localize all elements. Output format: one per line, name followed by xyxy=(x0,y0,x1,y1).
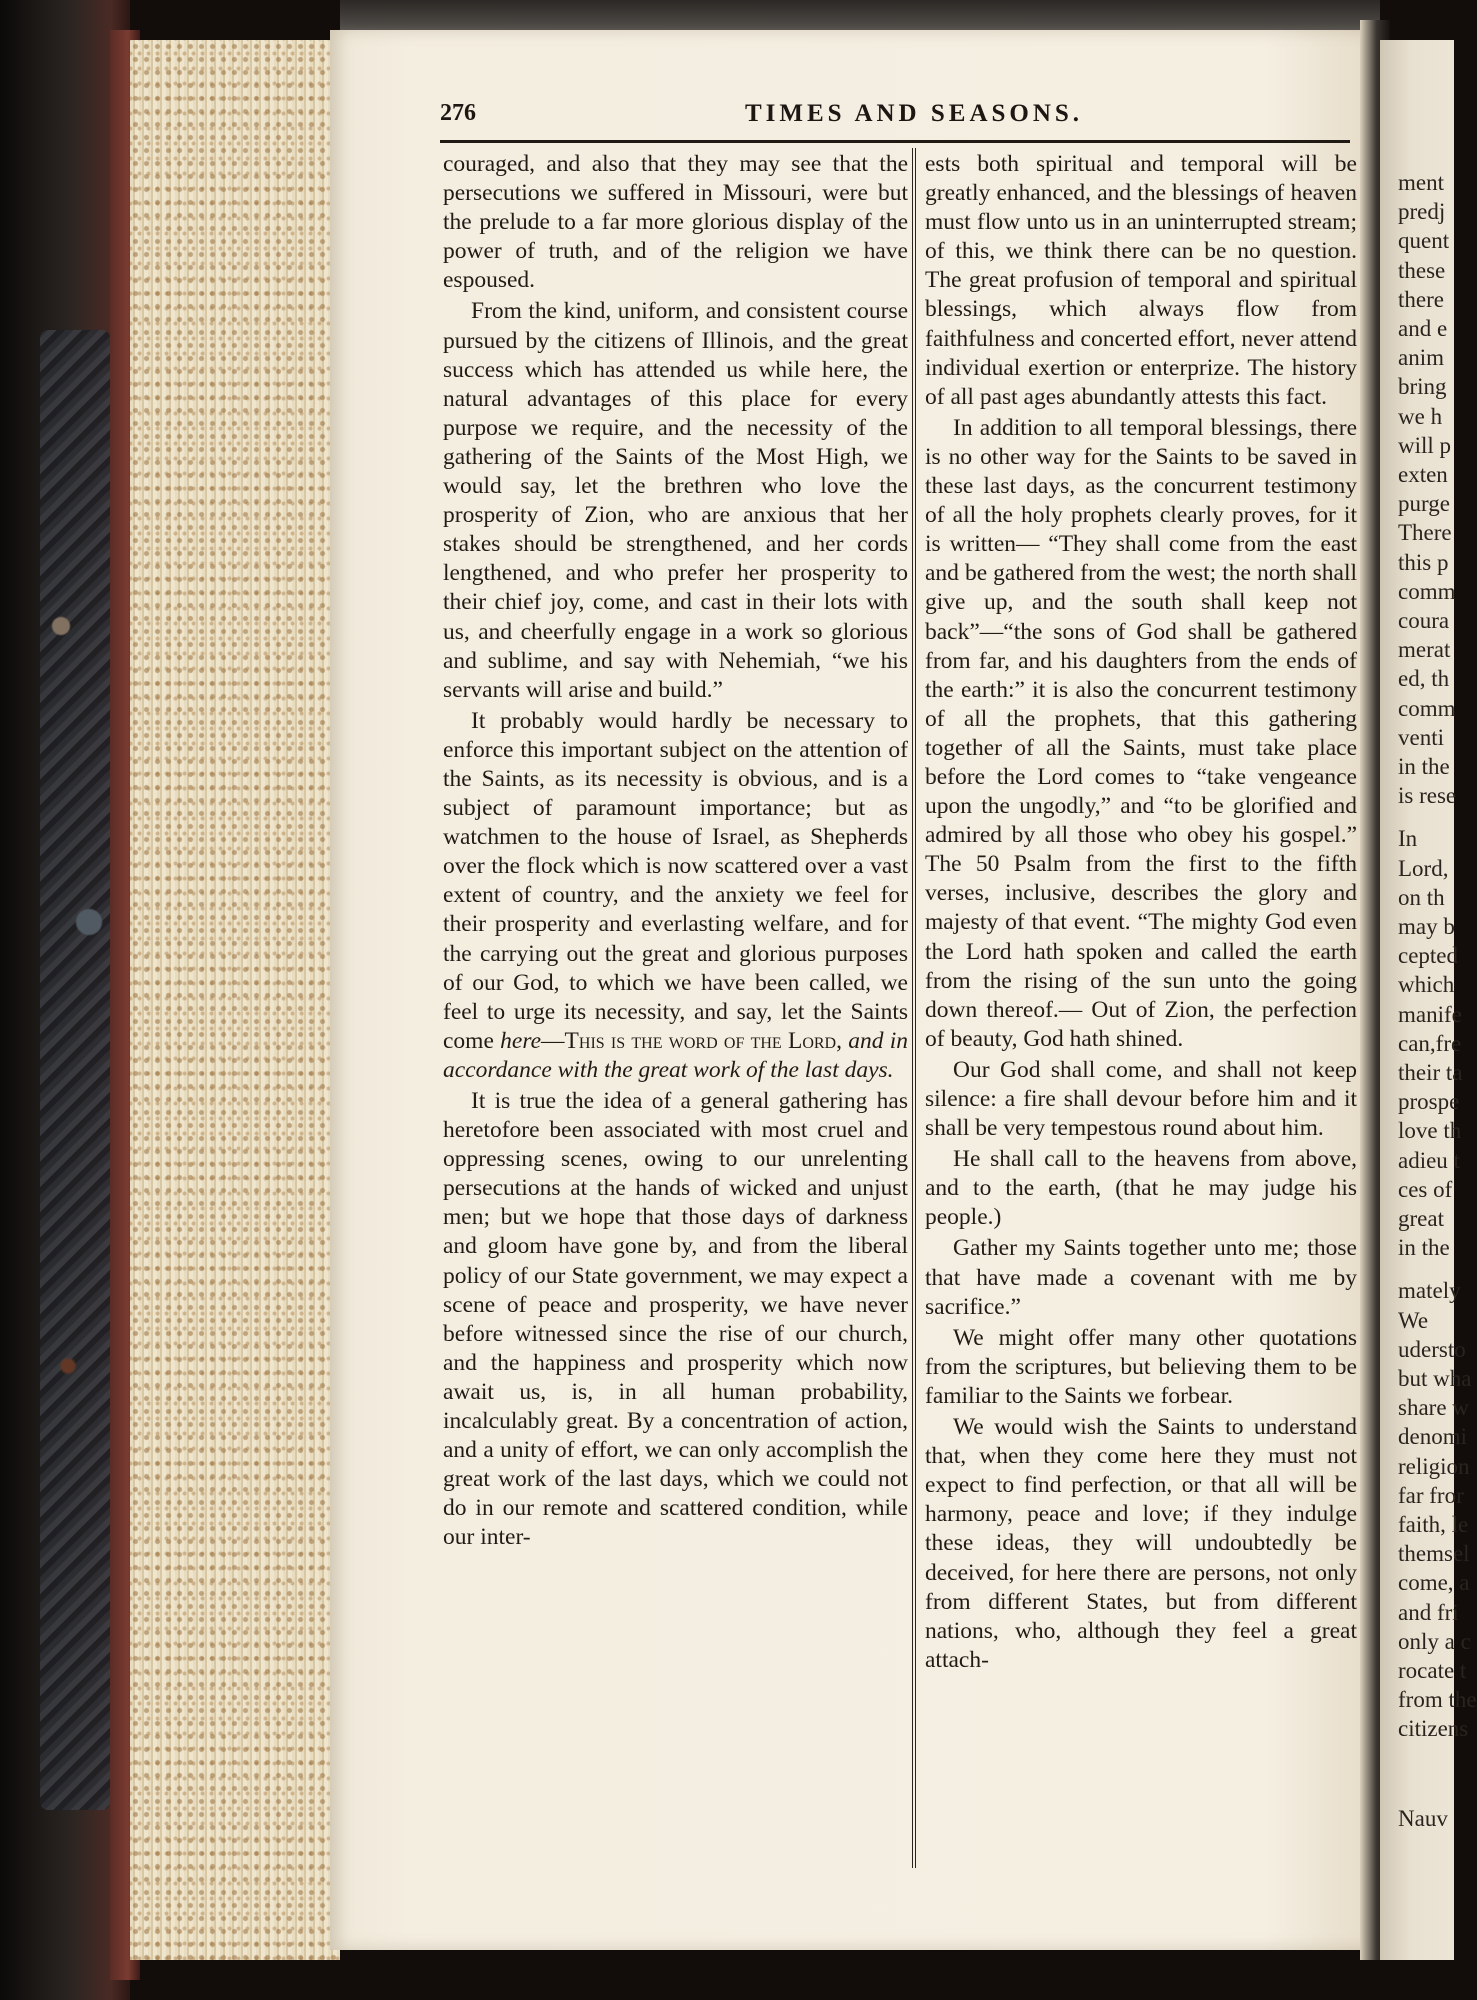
facing-page-text-fragment: merat xyxy=(1398,637,1451,663)
facing-page-text-fragment: manife xyxy=(1398,1001,1462,1027)
paragraph: It is true the idea of a general gathering has heretofore been associated with most cruel and oppressing scenes, owing to our unrelenting persecutions at the hands of wicked and unjust men; but we hope that those days of darkness and gloom have gone by, and from the liberal policy of our State government, we may expect a scene of peace and prosperity, we have never before witnessed since the rise of our church, and the happiness and prosperity which now await us, is, in all human probability, incalculably great. By a concentration of action, and a unity of effort, we can only accomplish the great work of the last days, which we could not do in our remote and scattered condition, while our inter- xyxy=(443,1088,908,1551)
paragraph: We might offer many other quotations from the scriptures, but believing them to be familiar to the Saints we forbear. xyxy=(925,1324,1357,1409)
facing-page-text-fragment: in the xyxy=(1398,754,1450,779)
facing-page-text-fragment: ces of xyxy=(1398,1176,1453,1202)
facing-page-text-fragment: may b xyxy=(1398,914,1455,939)
facing-page-text-fragment: on th xyxy=(1398,884,1445,910)
facing-page-text-fragment: and fri xyxy=(1398,1599,1459,1625)
facing-page-text-fragment: love th xyxy=(1398,1118,1462,1144)
facing-page-text-fragment: venti xyxy=(1398,724,1444,750)
facing-page-text-fragment: this p xyxy=(1398,549,1449,575)
facing-page-text-fragment: can,fre xyxy=(1398,1030,1462,1056)
facing-page-text-fragment: in the xyxy=(1398,1235,1450,1261)
facing-page-text-fragment: ment xyxy=(1398,170,1444,195)
facing-page-text-fragment: share w xyxy=(1398,1395,1469,1421)
facing-page-text-fragment: comm xyxy=(1398,578,1456,604)
paragraph: Gather my Saints together unto me; those that have made a covenant with me by sacrifice.” xyxy=(925,1235,1357,1320)
paragraph-text: It probably would hardly be necessary to enforce this important subject on the attention of the Saints, as its necessity is obvious, and is a subject of paramount importance; but as watchmen to the house of Israel, as Shepherds over the flock which is now scattered over a vast extent of country, and the anxiety we feel for their prosperity and everlasting welfare, and for the carrying out the great and glorious purposes of our God, to which we have been called, we feel to urge its necessity, and say, let the Saints come xyxy=(443,707,908,1054)
facing-page-text-fragment: which xyxy=(1398,972,1455,998)
header-rule xyxy=(440,140,1350,143)
facing-page-fragment xyxy=(1380,40,1477,1960)
facing-page-text-fragment: anim xyxy=(1398,345,1444,371)
facing-page-text-fragment: is rese xyxy=(1398,783,1457,809)
facing-page-text-fragment: from the xyxy=(1398,1687,1477,1713)
facing-page-text-fragment: mately xyxy=(1398,1278,1461,1304)
paragraph: He shall call to the heavens from above, and to the earth, (that he may judge his people.) xyxy=(925,1146,1357,1231)
facing-page-text-fragment: citizens xyxy=(1398,1716,1469,1742)
facing-page-text-fragment: their ta xyxy=(1398,1060,1463,1085)
paragraph: From the kind, uniform, and consistent course pursued by the citizens of Illinois, and the great success which has attended us while here, the natural advantages of this place for every purpose we require, and the necessity of the gathering of the Saints of the Most High, we would say, let the brethren who love the prosperity of Zion, who are anxious that her stakes should be strengthened, and her cords lengthened, and who prefer her prosperity to their chief joy, come, and cast in their lots with us, and cheerfully engage in a work so glorious and sublime, and say with Nehemiah, “we his servants will arise and build.” xyxy=(443,298,908,703)
paragraph xyxy=(443,707,908,1085)
facing-page-text-fragment: exten xyxy=(1398,462,1448,487)
facing-page-text-fragment: but wha xyxy=(1398,1366,1472,1391)
facing-page-text-fragment: we h xyxy=(1398,403,1443,429)
facing-page-text-fragment: prospe xyxy=(1398,1089,1460,1115)
facing-page-text-fragment: Lord, xyxy=(1398,855,1449,881)
facing-page-text-fragment: Nauv xyxy=(1398,1805,1448,1831)
paragraph: Our God shall come, and shall not keep silence: a fire shall devour before him and it shall be very tempestous round about him. xyxy=(925,1056,1357,1142)
facing-page-text-fragment: come, a xyxy=(1398,1570,1470,1596)
facing-page-text-fragment: purge xyxy=(1398,491,1450,517)
left-column xyxy=(443,150,908,1870)
emphasis-tail: and in accordance with the great work of the last days. xyxy=(443,1027,909,1083)
facing-page-text-fragment: In xyxy=(1398,826,1418,852)
marbled-endpaper xyxy=(40,330,110,1810)
facing-page-text-fragment: faith, le xyxy=(1398,1512,1469,1537)
facing-page-text-fragment: comm xyxy=(1398,695,1456,721)
facing-page-text-fragment: these xyxy=(1398,257,1446,283)
facing-page-text-fragment: great xyxy=(1398,1206,1444,1231)
facing-page-text-fragment: quent xyxy=(1398,228,1450,254)
facing-page-text-fragment: ed, th xyxy=(1398,666,1450,692)
emphasis-word-of-lord: —This is the word of the Lord, xyxy=(541,1027,842,1054)
running-header xyxy=(440,100,1350,136)
facing-page-text-fragment: only a c xyxy=(1398,1628,1471,1654)
paragraph: ests both spiritual and temporal will be greatly enhanced, and the blessings of heaven must flow unto us in an uninterrupted stream; of this, we think there can be no question. The great profusion of temporal and spiritual blessings, which always flow from faithfulness and concerted effort, never attend individual exertion or enterprize. The history of all past ages abundantly attests this fact. xyxy=(925,151,1357,410)
paragraph: We would wish the Saints to understand that, when they come here they must not expect to find perfection, or that all will be harmony, peace and love; if they indulge these ideas, they will undoubtedly be deceived, for here there are persons, not only from different States, but from different nations, who, although they feel a great attach- xyxy=(925,1414,1357,1673)
facing-page-text-fragment: far fror xyxy=(1398,1482,1464,1508)
facing-page-text-fragment: adieu t xyxy=(1398,1147,1460,1173)
column-divider xyxy=(912,148,916,1868)
facing-page-text-fragment: coura xyxy=(1398,608,1450,633)
facing-page-text-fragment: We xyxy=(1398,1307,1429,1333)
facing-page-text-fragment: bring xyxy=(1398,374,1447,400)
paragraph: couraged, and also that they may see that the persecutions we suffered in Missouri, were but the prelude to a far more glorious display of the power of truth, and of the religion we have espoused. xyxy=(443,151,908,294)
facing-page-text-fragment: there xyxy=(1398,286,1444,312)
facing-page-text-fragment: denomi xyxy=(1398,1424,1467,1450)
paragraph: In addition to all temporal blessings, there is no other way for the Saints to be saved in these last days, as the concurrent testimony of all the holy prophets clearly proves, for it is written— “They shall come from the east and be gathered from the west; the north shall give up, and the south shall keep not back”—“the sons of God shall be gathered from far, and his daughters from the ends of the earth:” it is also the concurrent testimony of all the prophets, that this gathering together of all the Saints, must take place before the Lord comes to “take vengeance upon the ungodly,” and “to be glorified and admired by all those who obey his gospel.” The 50 Psalm from the first to the fifth verses, inclusive, describes the glory and majesty of that event. “The mighty God even the Lord hath spoken and called the earth from the rising of the sun unto the going down thereof.— Out of Zion, the perfection of beauty, God hath shined. xyxy=(925,414,1357,1052)
emphasis-here: here xyxy=(500,1027,542,1054)
foxed-page-edges xyxy=(130,40,340,1960)
facing-page-text-fragment: will p xyxy=(1398,432,1452,458)
page-number: 276 xyxy=(440,100,476,126)
facing-page-text-fragment: religion xyxy=(1398,1453,1470,1479)
facing-page-text-fragment: themsel xyxy=(1398,1541,1470,1567)
facing-page-text-fragment: and e xyxy=(1398,316,1448,341)
facing-page-text-fragment: predj xyxy=(1398,199,1446,225)
facing-page-text-fragment: uderstο xyxy=(1398,1336,1466,1362)
facing-page-text-fragment: cepted xyxy=(1398,943,1459,969)
running-title: TIMES AND SEASONS. xyxy=(745,100,1084,127)
facing-page-text-fragment: rocate t xyxy=(1398,1658,1467,1683)
right-column xyxy=(925,150,1357,1870)
facing-page-text-fragment: There xyxy=(1398,520,1452,546)
